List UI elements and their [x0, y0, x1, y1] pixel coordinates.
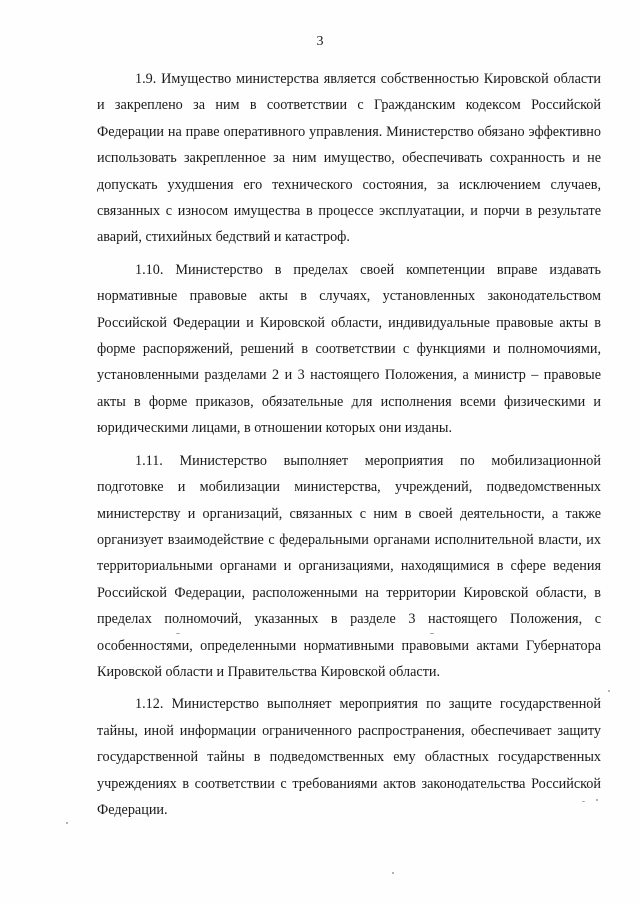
scan-speck	[608, 690, 610, 692]
paragraph-1-10: 1.10. Министерство в пределах своей компетенции вправе издавать нормативные правовые акты в случаях, установленных законодательством Российской Федерации и Кировской области, индивидуальные правовые акты в форме распоряжений, решений в соответствии с функциями и полномочиями, установленными разделами 2 и 3 настоящего Положения, а министр – правовые акты в форме приказов, обязательные для исполнения всеми физическими и юридическими лицами, в отношении которых они изданы.	[97, 261, 601, 437]
paragraph-1-9: 1.9. Имущество министерства является собственностью Кировской области и закреплено за ним в соответствии с Гражданским кодексом Российской Федерации на праве оперативного управления. Министерство обязано эффективно использовать закрепленное за ним имущество, обеспечивать сохранность и не допускать ухудшения его технического состояния, за исключением случаев, связанных с износом имущества в процессе эксплуатации, и порчи в результате аварий, стихийных бедствий и катастроф.	[97, 71, 601, 246]
scan-speck	[176, 633, 180, 634]
document-body	[97, 66, 601, 829]
scan-speck	[392, 872, 394, 874]
scan-speck	[66, 822, 68, 824]
scan-speck	[430, 633, 434, 634]
paragraph-1-11: 1.11. Министерство выполняет мероприятия по мобилизационной подготовке и мобилизации министерства, учреждений, подведомственных министерству и организаций, связанных с ним в своей деятельности, а также организует взаимодействие с федеральными органами исполнительной власти, их территориальными органами и организациями, находящимися в сфере ведения Российской Федерации, расположенными на территории Кировской области, в пределах полномочий, указанных в разделе 3 настоящего Положения, с особенностями, определенными нормативными правовыми актами Губернатора Кировской области и Правительства Кировской области.	[97, 452, 601, 680]
page-number: 3	[316, 34, 324, 49]
paragraph-1-12: 1.12. Министерство выполняет мероприятия по защите государственной тайны, иной информации ограниченного распространения, обеспечивает защиту государственной тайны в подведомственных ему областных государственных учреждениях в соответствии с требованиями актов законодательства Российской Федерации.	[97, 696, 601, 818]
scan-speck	[596, 799, 598, 801]
scan-speck	[582, 801, 585, 802]
